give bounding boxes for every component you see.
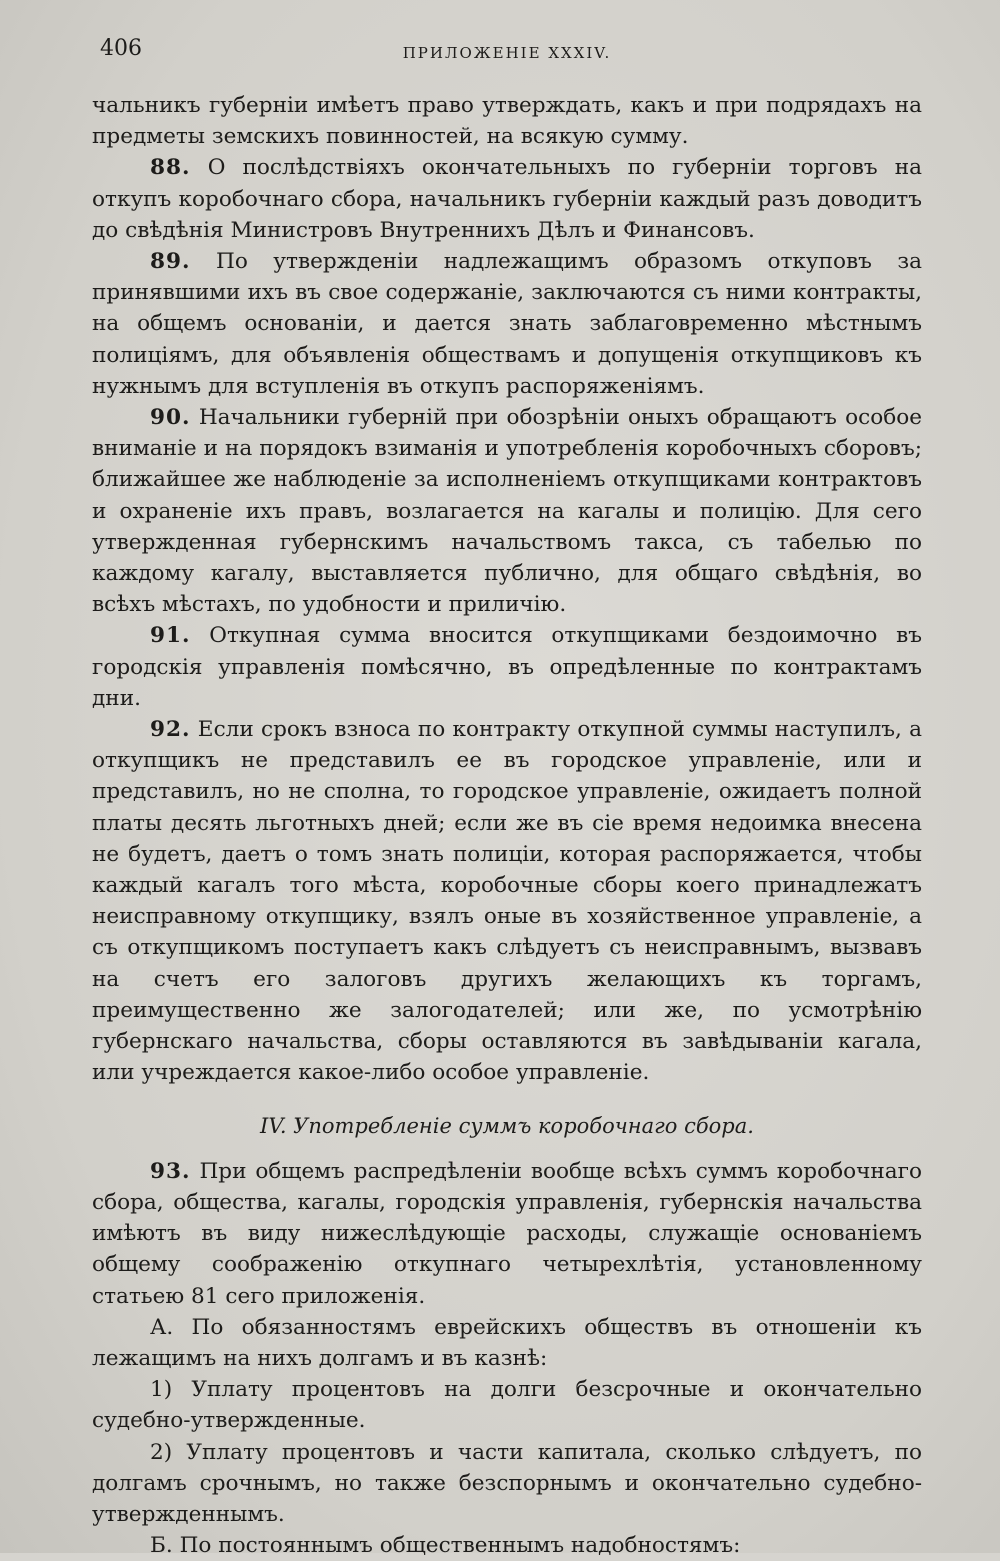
- article-90: [92, 402, 922, 620]
- article-92: [92, 714, 922, 1088]
- page-number: 406: [100, 36, 142, 61]
- paragraph-continuation: [92, 90, 922, 152]
- section-heading: IV. Употребленіе суммъ коробочнаго сбора.: [260, 1113, 754, 1138]
- page-header: [92, 34, 922, 90]
- paragraph-text: Начальники губерній при обозрѣніи оныхъ обращаютъ особое вниманіе и на порядокъ взиманія и употребленія коробочныхъ сборовъ; ближайшее же наблюденіе за исполненіемъ откупщиками контрактовъ и охраненіе ихъ правъ, возлагается на кагалы и полицію. Для сего утвержденная губернскимъ начальствомъ такса, съ табелью по каждому кагалу, выставляется публично, для общаго свѣдѣнія, во всѣхъ мѣстахъ, по удобности и приличію.: [92, 405, 922, 618]
- paragraph-text: А. По обязанностямъ еврейскихъ обществъ въ отношеніи къ лежащимъ на нихъ долгамъ и въ казнѣ:: [92, 1314, 922, 1371]
- subsection-a: [92, 1312, 922, 1374]
- article-number: 88.: [150, 155, 191, 181]
- article-number: 93.: [150, 1158, 191, 1184]
- article-number: 89.: [150, 249, 191, 275]
- subsection-b: [92, 1530, 922, 1561]
- article-91: [92, 620, 922, 714]
- article-number: 92.: [150, 717, 191, 743]
- paragraph-text: При общемъ распредѣленіи вообще всѣхъ суммъ коробочнаго сбора, общества, кагалы, городскія управленія, губернскія начальства имѣютъ въ виду нижеслѣдующіе расходы, служащіе основаніемъ общему соображенію откупнаго четырехлѣтія, установленному статьею 81 сего приложенія.: [92, 1158, 922, 1309]
- paragraph-text: Откупная сумма вносится откупщиками бездоимочно въ городскія управленія помѣсячно, въ опредѣленные по контрактамъ дни.: [92, 623, 922, 711]
- paragraph-text: О послѣдствіяхъ окончательныхъ по губерніи торговъ на откупъ коробочнаго сбора, начальникъ губерніи каждый разъ доводитъ до свѣдѣнія Министровъ Внутреннихъ Дѣлъ и Финансовъ.: [92, 155, 922, 243]
- paragraph-text: чальникъ губерніи имѣетъ право утверждать, какъ и при подрядахъ на предметы земскихъ повинностей, на всякую сумму.: [92, 93, 922, 150]
- running-head: ПРИЛОЖЕНІЕ XXXIV.: [402, 44, 612, 62]
- list-item-1: [92, 1374, 922, 1436]
- paragraph-text: Если срокъ взноса по контракту откупной суммы наступилъ, а откупщикъ не представилъ ее въ городское управленіе, или и представилъ, но не сполна, то городское управленіе, ожидаетъ полной платы десять льготныхъ дней; если же въ сіе время недоимка внесена не будетъ, даетъ о томъ знать полиціи, которая распоряжается, чтобы каждый кагалъ того мѣста, коробочные сборы коего принадлежатъ неисправному откупщику, взялъ оные въ хозяйственное управленіе, а съ откупщикомъ поступаетъ какъ слѣдуетъ съ неисправнымъ, вызвавъ на счетъ его залоговъ другихъ желающихъ къ торгамъ, преимущественно же залогодателей; или же, по усмотрѣнію губернскаго начальства, сборы оставляются въ завѣдываніи кагала, или учреждается какое-либо особое управленіе.: [92, 717, 922, 1086]
- article-93: [92, 1156, 922, 1312]
- article-89: [92, 246, 922, 402]
- paragraph-text: По утвержденіи надлежащимъ образомъ откуповъ за принявшими ихъ въ свое содержаніе, заключаются съ ними контракты, на общемъ основаніи, и дается знать заблаговременно мѣстнымъ полиціямъ, для объявленія обществамъ и допущенія откупщиковъ къ нужнымъ для вступленія въ откупъ распоряженіямъ.: [92, 249, 922, 399]
- paragraph-text: 2) Уплату процентовъ и части капитала, сколько слѣдуетъ, по долгамъ срочнымъ, но также безспорнымъ и окончательно судебно-утвержденнымъ.: [92, 1439, 922, 1527]
- article-88: [92, 152, 922, 246]
- paragraph-text: 1) Уплату процентовъ на долги безсрочные и окончательно судебно-утвержденные.: [92, 1377, 922, 1434]
- list-item-2: [92, 1437, 922, 1531]
- article-number: 90.: [150, 405, 191, 431]
- paragraph-text: Б. По постояннымъ общественнымъ надобностямъ:: [150, 1533, 741, 1559]
- article-number: 91.: [150, 623, 191, 649]
- body-text: [92, 90, 922, 1561]
